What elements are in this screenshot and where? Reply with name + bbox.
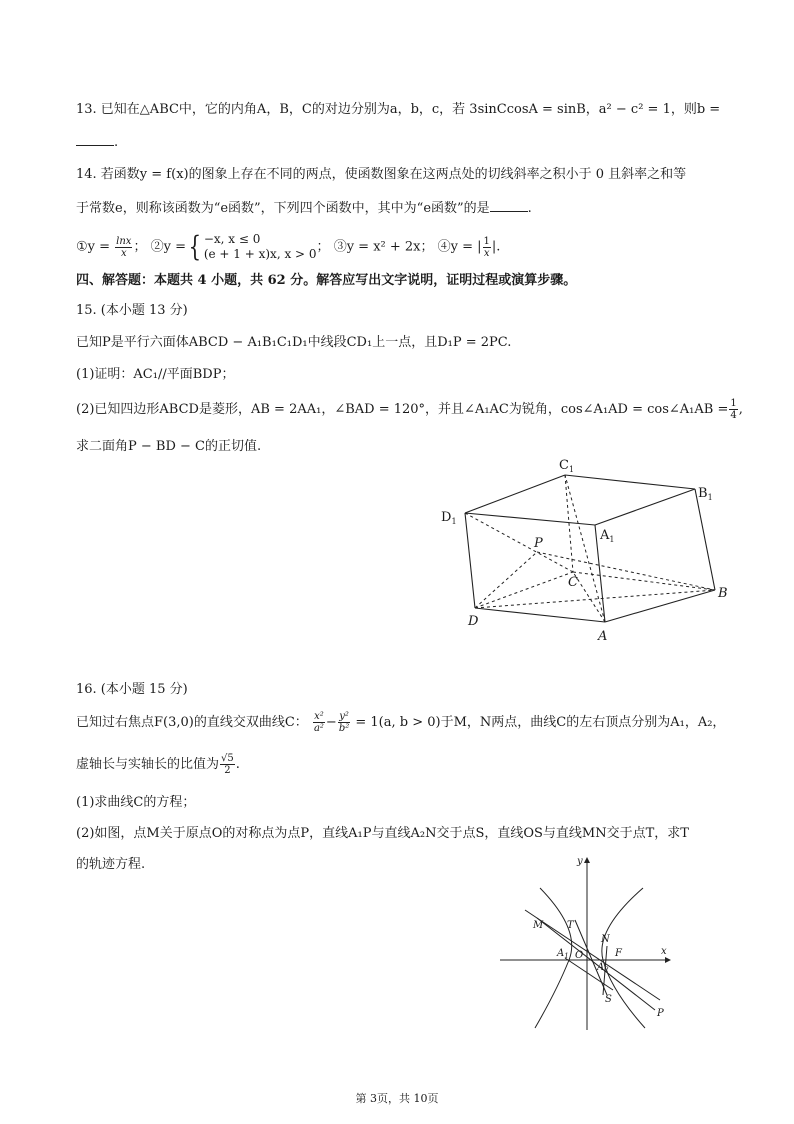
page-footer: 第 3页，共 10页 — [355, 1092, 439, 1105]
opt1-num: lnx — [116, 235, 132, 247]
opt1-sep: ； — [133, 239, 147, 255]
opt2-brace: { — [188, 230, 202, 263]
opt4-prefix: ④y = | — [437, 239, 482, 255]
answer-blank — [490, 199, 528, 212]
seg-p-b — [537, 552, 715, 590]
label-b: B — [718, 586, 728, 601]
label-d1: $D_1$ — [441, 510, 457, 526]
edge-a1-d1 — [465, 513, 595, 525]
label-a1: $A_1$ — [600, 528, 615, 544]
edge-d1-c1 — [465, 475, 565, 513]
q16-frac-y-num: y² — [339, 711, 349, 722]
q15-frac-num: 1 — [730, 398, 737, 409]
label-o: O — [575, 950, 584, 961]
q16-line2-text: 虚轴长与实轴长的比值为 — [76, 757, 220, 772]
q15-part2 — [76, 396, 743, 424]
label-s: S — [605, 994, 612, 1005]
opt2-case1: −x, x ≤ 0 — [203, 232, 261, 246]
opt1-fraction — [115, 236, 132, 259]
q15-line1: 已知P是平行六面体ABCD − A₁B₁C₁D₁中线段CD₁上一点，且D₁P = 2PC. — [76, 335, 512, 350]
q16-frac-x-num: x² — [314, 711, 324, 722]
edge-b1-a1 — [595, 489, 695, 525]
edge-c1-b1 — [565, 475, 695, 489]
q16-frac-y-den: b² — [338, 723, 350, 734]
label-p: P — [534, 536, 543, 551]
q16-ratio-den: 2 — [224, 765, 231, 776]
label-x: x — [661, 946, 667, 957]
opt2-case2: (e + 1 + x)x, x > 0 — [203, 247, 317, 261]
section4-heading: 四、解答题：本题共 4 小题，共 62 分。解答应写出文字说明，证明过程或演算步骤。 — [76, 273, 577, 288]
label-n: N — [601, 934, 610, 945]
opt2-cases — [204, 232, 317, 262]
label-d: D — [468, 614, 479, 629]
q16-part2-line2: 的轨迹方程. — [76, 857, 146, 872]
edge-c1-c — [565, 475, 573, 572]
opt4-fraction — [483, 236, 491, 259]
q14-line2-text: 于常数e，则称该函数为“e函数”，下列四个函数中，其中为“e函数”的是 — [76, 201, 490, 216]
figure-hyperbola — [495, 850, 680, 1035]
opt4-num: 1 — [483, 235, 490, 247]
q16-ratio-fraction — [220, 753, 235, 776]
opt3: ③y = x² + 2x； — [333, 239, 434, 255]
q16-frac-x — [313, 711, 325, 734]
label-a2: $A_2$ — [597, 962, 609, 974]
line-mp — [537, 918, 655, 1010]
q16-minus: − — [325, 715, 337, 730]
edge-d1-d — [465, 513, 475, 608]
label-c: C — [568, 575, 578, 590]
q16-line1 — [76, 708, 725, 738]
label-p: P — [657, 1008, 664, 1019]
q16-frac-x-den: a² — [313, 723, 324, 734]
q14-line2 — [76, 199, 532, 218]
opt2-prefix: ②y = — [150, 239, 186, 255]
edge-a-b — [605, 590, 715, 622]
q16-part1: (1)求曲线C的方程； — [76, 795, 196, 810]
q15-part2-tail: , — [738, 402, 743, 417]
q14-options — [76, 232, 500, 262]
answer-blank — [76, 133, 114, 146]
q16-line1-prefix: 已知过右焦点F(3,0)的直线交双曲线C： — [76, 715, 308, 730]
label-y: y — [577, 856, 583, 867]
label-a1: $A_1$ — [557, 948, 569, 960]
q16-line2 — [76, 750, 240, 780]
figure-parallelepiped — [430, 455, 740, 655]
q16-header: 16. (本小题 15 分) — [76, 682, 188, 697]
q15-part1: (1)证明：AC₁//平面BDP； — [76, 367, 235, 382]
line-mn — [525, 910, 660, 1000]
q16-ratio-num: √5 — [221, 753, 234, 764]
q16-frac-y — [338, 711, 350, 734]
edge-d-c — [475, 572, 573, 608]
q15-header: 15. (本小题 13 分) — [76, 303, 188, 318]
q15-fraction — [729, 398, 737, 421]
opt4-den: x — [483, 247, 490, 259]
q13-line1: 13. 已知在△ABC中，它的内角A，B，C的对边分别为a，b，c，若 3sinCcosA = sinB，a² − c² = 1，则b = — [76, 102, 721, 117]
right-branch — [602, 888, 645, 1028]
edge-d-a — [475, 608, 605, 622]
q15-part2-text: (2)已知四边形ABCD是菱形，AB = 2AA₁，∠BAD = 120°，并且∠A₁AC为锐角，cos∠A₁AD = cos∠A₁AB = — [76, 402, 729, 417]
seg-d-p — [475, 552, 537, 608]
label-c1: $C_1$ — [559, 458, 575, 474]
opt2-sep: ； — [316, 239, 330, 255]
q16-line1-suffix: = 1(a, b > 0)于M，N两点，曲线C的左右顶点分别为A₁，A₂， — [355, 715, 726, 730]
q14-line1: 14. 若函数y = f(x)的图象上存在不同的两点，使函数图象在这两点处的切线斜率之积小于 0 且斜率之和等 — [76, 167, 687, 182]
q13-period: . — [114, 135, 119, 150]
q16-line2-tail: . — [235, 757, 240, 772]
opt1-prefix: ①y = — [76, 239, 111, 255]
label-a: A — [598, 629, 608, 644]
q13-line2 — [76, 133, 118, 152]
opt4-suffix: |. — [491, 239, 501, 255]
q15-frac-den: 4 — [730, 410, 737, 421]
opt1-den: x — [120, 247, 127, 259]
edge-b1-b — [695, 489, 715, 590]
label-b1: $B_1$ — [698, 486, 713, 502]
q16-part2-line1: (2)如图，点M关于原点O的对称点为点P，直线A₁P与直线A₂N交于点S，直线OS与直线MN交于点T，求T — [76, 826, 689, 841]
label-f: F — [615, 948, 622, 959]
q14-line2-tail: . — [527, 201, 532, 216]
q15-part2-line2: 求二面角P − BD − C的正切值. — [76, 439, 262, 454]
label-t: T — [567, 920, 574, 931]
seg-d-b — [475, 590, 715, 608]
label-m: M — [533, 920, 544, 931]
